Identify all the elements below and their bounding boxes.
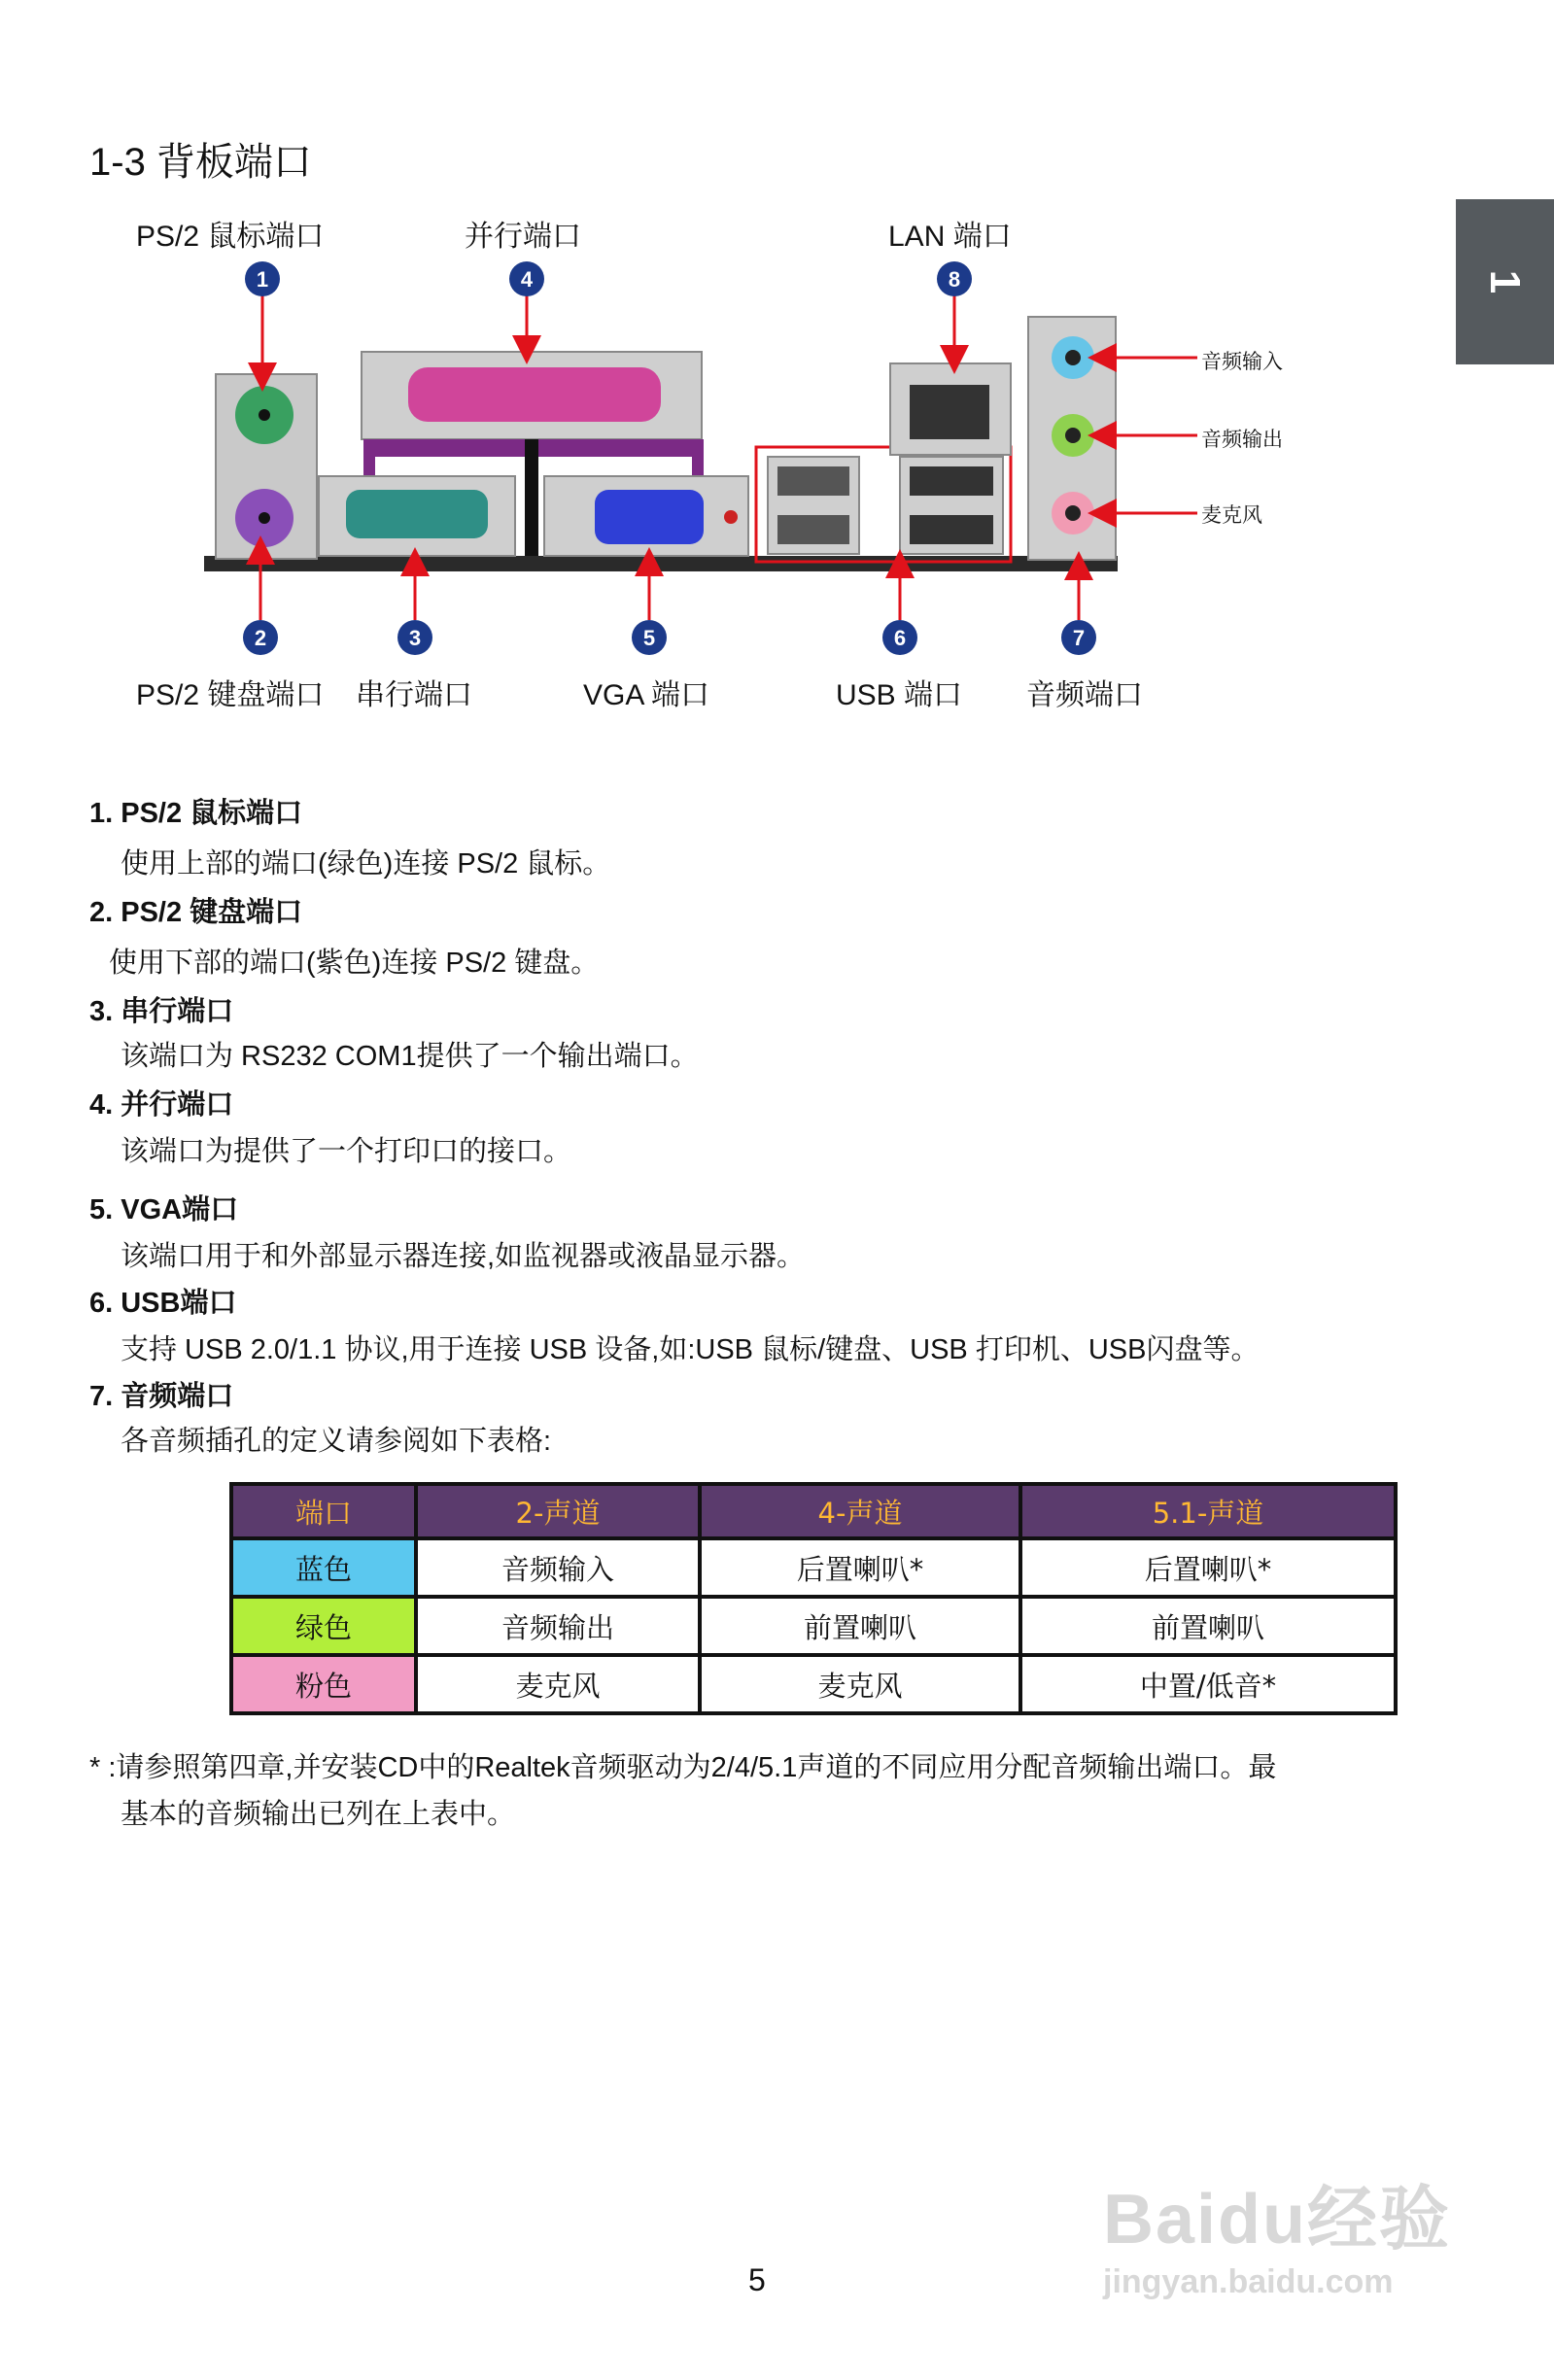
item-4-heading: 4. 并行端口	[89, 1089, 234, 1121]
item-6-heading: 6. USB端口	[89, 1288, 237, 1319]
svg-text:1: 1	[256, 267, 269, 292]
cell-2ch: 音频输入	[416, 1538, 700, 1597]
svg-text:6: 6	[893, 626, 907, 650]
cell-4ch: 后置喇叭*	[700, 1538, 1020, 1597]
svg-text:3: 3	[408, 626, 422, 650]
label-ps2-mouse: PS/2 鼠标端口	[136, 221, 325, 253]
cell-4ch: 麦克风	[700, 1655, 1020, 1713]
watermark-logo-text: Baidu经验	[1103, 2181, 1452, 2259]
header-51ch: 5.1-声道	[1020, 1484, 1396, 1538]
item-1-heading: 1. PS/2 鼠标端口	[89, 798, 303, 829]
port-pink-cell: 粉色	[231, 1655, 416, 1713]
vga-port	[595, 490, 704, 544]
cell-51ch: 中置/低音*	[1020, 1655, 1396, 1713]
item-6-text: 支持 USB 2.0/1.1 协议,用于连接 USB 设备,如:USB 鼠标/键盘、USB 打印机、USB闪盘等。	[121, 1334, 1260, 1365]
svg-text:4: 4	[520, 267, 534, 292]
header-4ch: 4-声道	[700, 1484, 1020, 1538]
footnote-line-2: 基本的音频输出已列在上表中。	[121, 1799, 516, 1830]
svg-text:5: 5	[642, 626, 656, 650]
badge-7	[1061, 620, 1096, 655]
port-green-cell: 绿色	[231, 1597, 416, 1655]
svg-text:2: 2	[254, 626, 267, 650]
svg-text:8: 8	[948, 267, 961, 292]
table-row	[231, 1597, 1396, 1655]
badge-5	[632, 620, 667, 655]
back-panel-diagram	[0, 0, 1554, 739]
audio-port-table	[229, 1482, 1398, 1715]
item-5-heading: 5. VGA端口	[89, 1194, 239, 1225]
parallel-port	[408, 367, 661, 422]
page-number: 5	[748, 2262, 766, 2297]
svg-text:7: 7	[1072, 626, 1086, 650]
watermark	[1103, 2162, 1451, 2301]
item-3-heading: 3. 串行端口	[89, 996, 234, 1027]
watermark-url: jingyan.baidu.com	[1103, 2263, 1394, 2300]
item-7-text: 各音频插孔的定义请参阅如下表格:	[121, 1426, 552, 1457]
cell-51ch: 后置喇叭*	[1020, 1538, 1396, 1597]
badge-6	[882, 620, 917, 655]
lan-port	[910, 385, 989, 439]
label-mic: 麦克风	[1201, 503, 1262, 527]
chapter-tab: 1	[1456, 199, 1554, 364]
item-2-text: 使用下部的端口(紫色)连接 PS/2 键盘。	[109, 948, 600, 979]
label-audio-in: 音频输入	[1201, 350, 1283, 373]
label-audio-out: 音频输出	[1201, 428, 1283, 451]
table-row	[231, 1538, 1396, 1597]
io-base-plate	[204, 556, 1118, 571]
label-lan: LAN 端口	[888, 221, 1012, 253]
badge-3	[397, 620, 432, 655]
label-audio: 音频端口	[1026, 679, 1143, 711]
serial-port	[346, 490, 488, 538]
section-title: 1-3 背板端口	[89, 141, 312, 184]
item-5-text: 该端口用于和外部显示器连接,如监视器或液晶显示器。	[121, 1241, 806, 1272]
badge-2	[243, 620, 278, 655]
badge-1	[245, 261, 280, 296]
port-blue-cell: 蓝色	[231, 1538, 416, 1597]
label-ps2-keyboard: PS/2 键盘端口	[136, 679, 325, 711]
label-vga: VGA 端口	[583, 679, 710, 711]
header-2ch: 2-声道	[416, 1484, 700, 1538]
header-port: 端口	[231, 1484, 416, 1538]
item-7-heading: 7. 音频端口	[89, 1381, 234, 1412]
label-serial: 串行端口	[356, 679, 472, 711]
item-1-text: 使用上部的端口(绿色)连接 PS/2 鼠标。	[121, 848, 611, 880]
badge-4	[509, 261, 544, 296]
table-row	[231, 1655, 1396, 1713]
item-2-heading: 2. PS/2 键盘端口	[89, 897, 303, 928]
item-4-text: 该端口为提供了一个打印口的接口。	[121, 1136, 572, 1167]
badge-8	[937, 261, 972, 296]
table-header-row	[231, 1484, 1396, 1538]
item-3-text: 该端口为 RS232 COM1提供了一个输出端口。	[121, 1041, 699, 1072]
label-usb: USB 端口	[836, 679, 963, 711]
cell-4ch: 前置喇叭	[700, 1597, 1020, 1655]
cell-2ch: 音频输出	[416, 1597, 700, 1655]
cell-2ch: 麦克风	[416, 1655, 700, 1713]
label-parallel: 并行端口	[465, 221, 581, 253]
footnote-line-1: * :请参照第四章,并安装CD中的Realtek音频驱动为2/4/5.1声道的不同应用分配音频输出端口。最	[89, 1752, 1277, 1783]
cell-51ch: 前置喇叭	[1020, 1597, 1396, 1655]
